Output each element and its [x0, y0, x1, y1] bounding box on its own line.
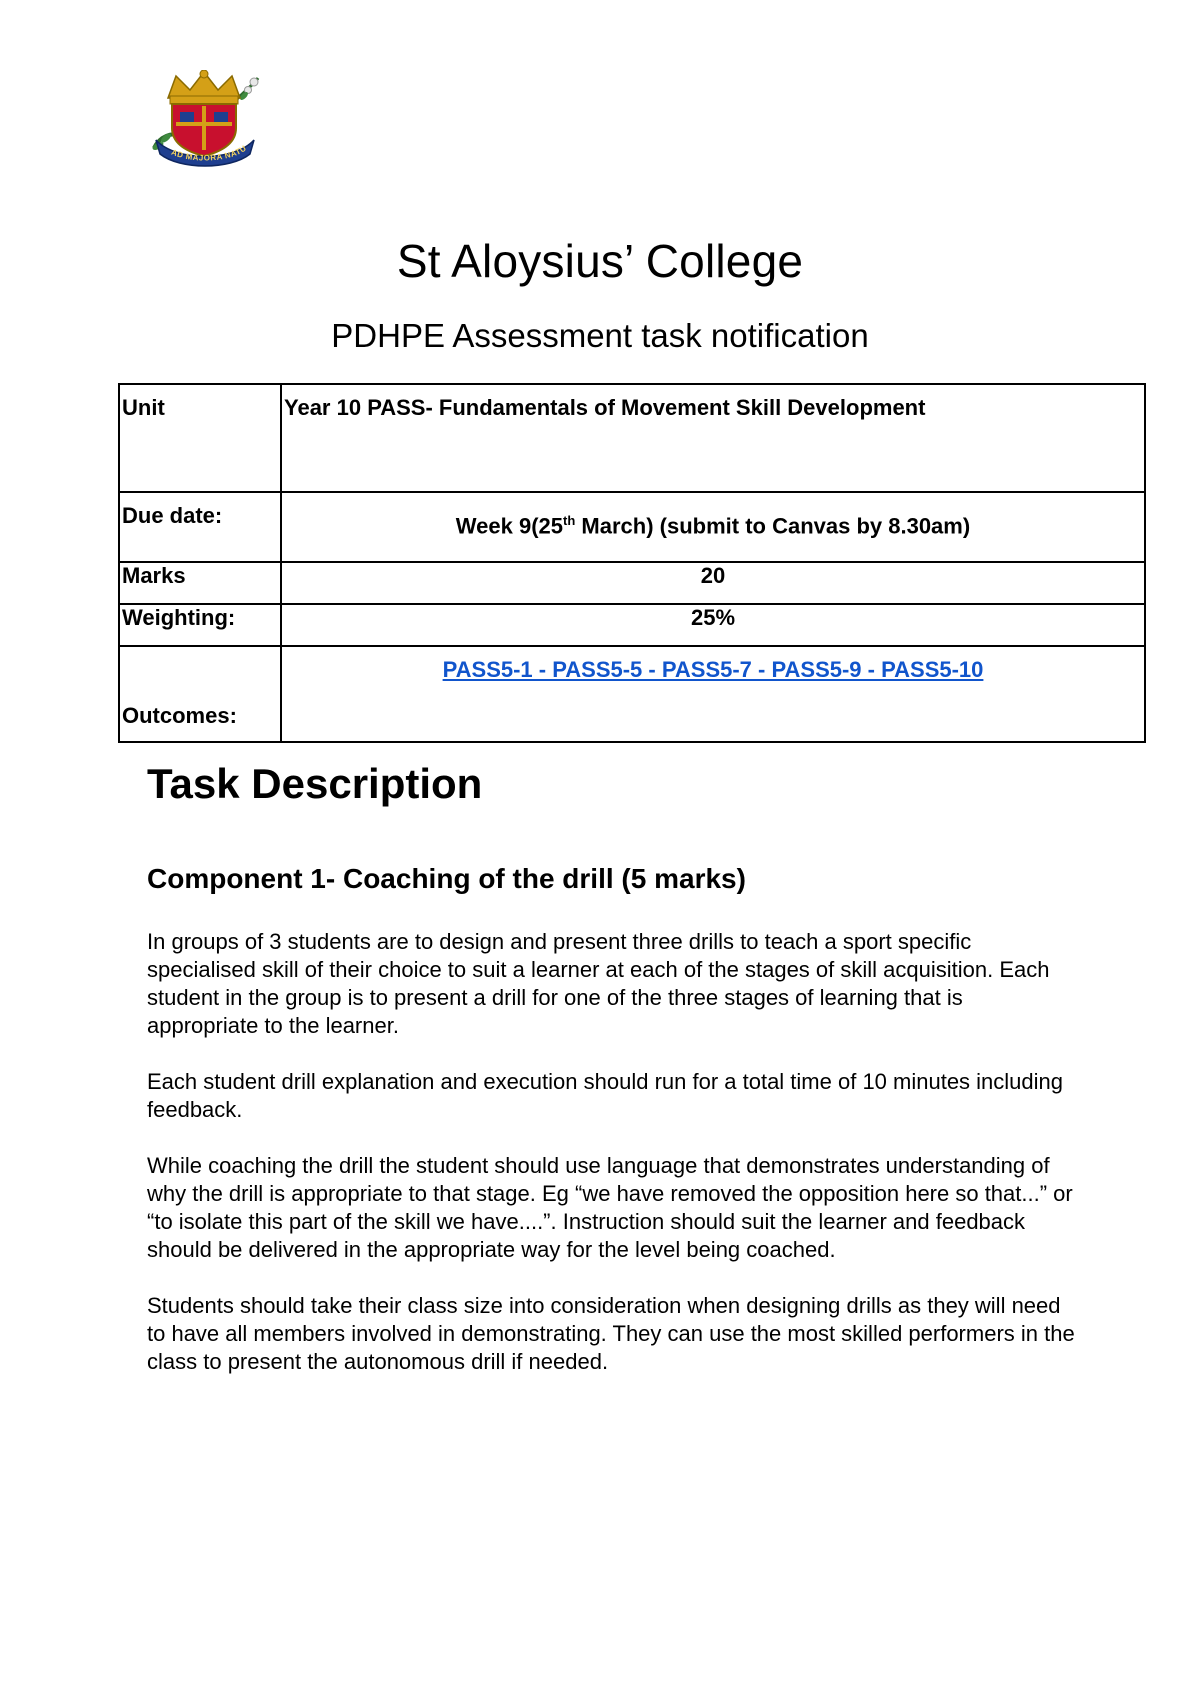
page-subtitle: PDHPE Assessment task notification — [331, 317, 869, 354]
table-row — [119, 492, 1145, 562]
paragraph: Each student drill explanation and execution should run for a total time of 10 minutes including feedback. — [147, 1069, 1064, 1122]
task-body — [147, 928, 1077, 1404]
weighting-label: Weighting: — [119, 604, 281, 646]
college-crest-icon — [146, 70, 264, 168]
paragraph: Students should take their class size into consideration when designing drills as they will need to have all members involved in demonstrating. They can use the most skilled performers in the class to present the autonomous drill if needed. — [147, 1293, 1075, 1374]
table-row — [119, 562, 1145, 604]
due-date-text-end: March) (submit to Canvas by 8.30am) — [575, 513, 971, 539]
weighting-value: 25% — [281, 604, 1145, 646]
table-row — [119, 384, 1145, 492]
paragraph: In groups of 3 students are to design and present three drills to teach a sport specific specialised skill of their choice to suit a learner at each of the stages of skill acquisition. Each student in the group is to present a drill for one of the three stages of learning that is appropriate to the learner. — [147, 929, 1050, 1038]
marks-value: 20 — [281, 562, 1145, 604]
outcomes-label: Outcomes: — [119, 646, 281, 742]
due-date-value — [281, 492, 1145, 562]
paragraph: While coaching the drill the student should use language that demonstrates understanding of why the drill is appropriate to that stage. Eg “we have removed the opposition here so that...” or “to isolate this part of the skill we have....”. Instruction should suit the learner and feedback should be delivered in the appropriate way for the level being coached. — [147, 1153, 1073, 1262]
unit-label: Unit — [119, 384, 281, 492]
outcomes-link[interactable]: PASS5-1 - PASS5-5 - PASS5-7 - PASS5-9 - PASS5-10 — [442, 657, 984, 682]
table-row — [119, 646, 1145, 742]
marks-label: Marks — [119, 562, 281, 604]
due-date-superscript: th — [563, 513, 576, 528]
page-title: St Aloysius’ College — [396, 235, 804, 287]
due-date-label: Due date: — [119, 492, 281, 562]
unit-value: Year 10 PASS- Fundamentals of Movement Skill Development — [281, 384, 1145, 492]
svg-text:AD MAJORA NATUS: AD MAJORA NATU — [170, 143, 249, 163]
task-description-heading: Task Description — [147, 760, 483, 807]
outcomes-cell — [281, 646, 1145, 742]
table-row — [119, 604, 1145, 646]
task-info-table — [118, 383, 1146, 743]
component-heading: Component 1- Coaching of the drill (5 marks) — [147, 863, 746, 894]
due-date-text: Week 9(25 — [455, 513, 564, 539]
